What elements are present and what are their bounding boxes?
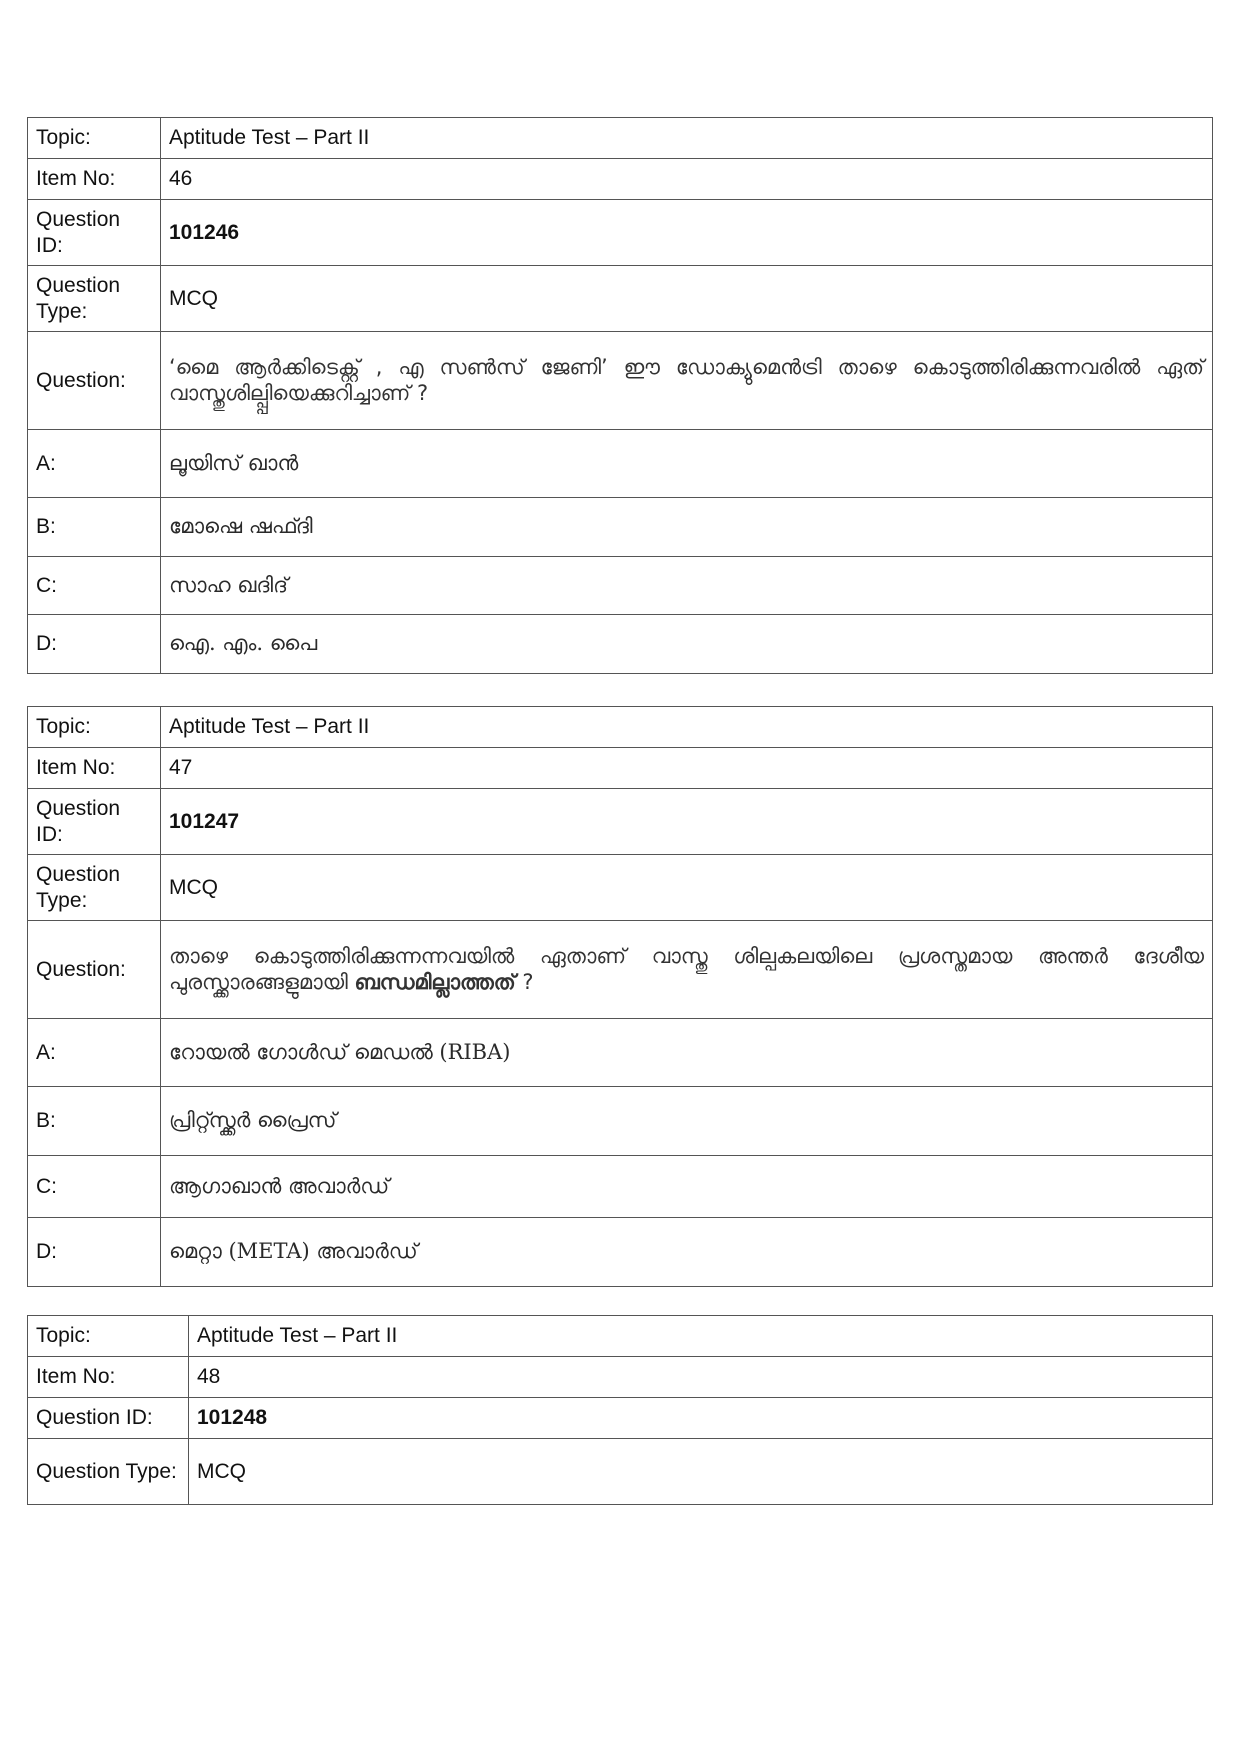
item-no-row	[28, 1357, 1213, 1398]
option-d-text: മെറ്റാ (META) അവാർഡ്	[161, 1218, 1213, 1287]
option-a-label: A:	[28, 430, 161, 498]
question-id-value: 101248	[189, 1398, 1213, 1439]
question-label: Question:	[28, 332, 161, 430]
option-d-label: D:	[28, 1218, 161, 1287]
option-c-label: C:	[28, 557, 161, 615]
question-text-main: താഴെ കൊടുത്തിരിക്കുന്നന്നവയിൽ ഏതാണ് വാസ്തു ശില്പകലയിലെ പ്രശസ്തമായ അന്തർ ദേശീയ പുരസ്ക്കാരങ്ങളുമായി	[169, 944, 1204, 994]
option-c-text: ആഗാഖാൻ അവാർഡ്	[161, 1156, 1213, 1218]
question-type-value: MCQ	[161, 266, 1213, 332]
item-no-label: Item No:	[28, 159, 161, 200]
question-mark: ?	[522, 969, 534, 994]
option-d-row	[28, 1218, 1213, 1287]
question-id-row	[28, 1398, 1213, 1439]
item-no-row	[28, 748, 1213, 789]
option-d-label: D:	[28, 615, 161, 674]
question-id-label: Question ID:	[28, 789, 161, 855]
option-b-label: B:	[28, 1087, 161, 1156]
question-row	[28, 921, 1213, 1019]
question-id-row	[28, 789, 1213, 855]
option-a-text: ലൂയിസ് ഖാൻ	[161, 430, 1213, 498]
topic-row	[28, 118, 1213, 159]
item-no-label: Item No:	[28, 1357, 189, 1398]
item-no-row	[28, 159, 1213, 200]
question-row	[28, 332, 1213, 430]
topic-row	[28, 1316, 1213, 1357]
option-b-label: B:	[28, 498, 161, 557]
item-no-label: Item No:	[28, 748, 161, 789]
question-table-48	[27, 1315, 1213, 1505]
question-type-row	[28, 855, 1213, 921]
question-table-47	[27, 706, 1213, 1287]
question-type-value: MCQ	[161, 855, 1213, 921]
question-text: ‘മൈ ആർക്കിടെക്റ്റ് , എ സൺസ് ജേണി’ ഈ ഡോക്യുമെൻട്രി താഴെ കൊടുത്തിരിക്കുന്നവരിൽ ഏത് വാസ്തുശില്പ്പിയെക്കുറിച്ചാണ് ?	[161, 332, 1213, 430]
question-type-row	[28, 266, 1213, 332]
question-type-label: Question Type:	[28, 1439, 189, 1505]
question-type-value: MCQ	[189, 1439, 1213, 1505]
question-text-emphasis: ബന്ധമില്ലാത്തത്	[354, 969, 516, 994]
option-c-row	[28, 557, 1213, 615]
option-d-row	[28, 615, 1213, 674]
option-a-text: റോയൽ ഗോൾഡ് മെഡൽ (RIBA)	[161, 1019, 1213, 1087]
topic-label: Topic:	[28, 118, 161, 159]
item-no-value: 46	[161, 159, 1213, 200]
option-c-row	[28, 1156, 1213, 1218]
question-type-row	[28, 1439, 1213, 1505]
question-id-label: Question ID:	[28, 200, 161, 266]
topic-value: Aptitude Test – Part II	[161, 118, 1213, 159]
option-a-row	[28, 1019, 1213, 1087]
question-type-label: Question Type:	[28, 855, 161, 921]
topic-row	[28, 707, 1213, 748]
option-c-label: C:	[28, 1156, 161, 1218]
option-a-label: A:	[28, 1019, 161, 1087]
question-id-row	[28, 200, 1213, 266]
option-d-text: ഐ. എം. പൈ	[161, 615, 1213, 674]
option-b-text: പ്രിറ്റ്സ്ക്കർ പ്രൈസ്	[161, 1087, 1213, 1156]
topic-label: Topic:	[28, 1316, 189, 1357]
item-no-value: 48	[189, 1357, 1213, 1398]
question-id-value: 101246	[161, 200, 1213, 266]
option-a-row	[28, 430, 1213, 498]
option-b-row	[28, 498, 1213, 557]
topic-value: Aptitude Test – Part II	[189, 1316, 1213, 1357]
option-b-text: മോഷെ ഷഫ്ദി	[161, 498, 1213, 557]
question-id-value: 101247	[161, 789, 1213, 855]
question-label: Question:	[28, 921, 161, 1019]
item-no-value: 47	[161, 748, 1213, 789]
option-b-row	[28, 1087, 1213, 1156]
question-id-label: Question ID:	[28, 1398, 189, 1439]
question-table-46	[27, 117, 1213, 674]
topic-value: Aptitude Test – Part II	[161, 707, 1213, 748]
topic-label: Topic:	[28, 707, 161, 748]
option-c-text: സാഹ ഖദിദ്	[161, 557, 1213, 615]
question-type-label: Question Type:	[28, 266, 161, 332]
question-text	[161, 921, 1213, 1019]
